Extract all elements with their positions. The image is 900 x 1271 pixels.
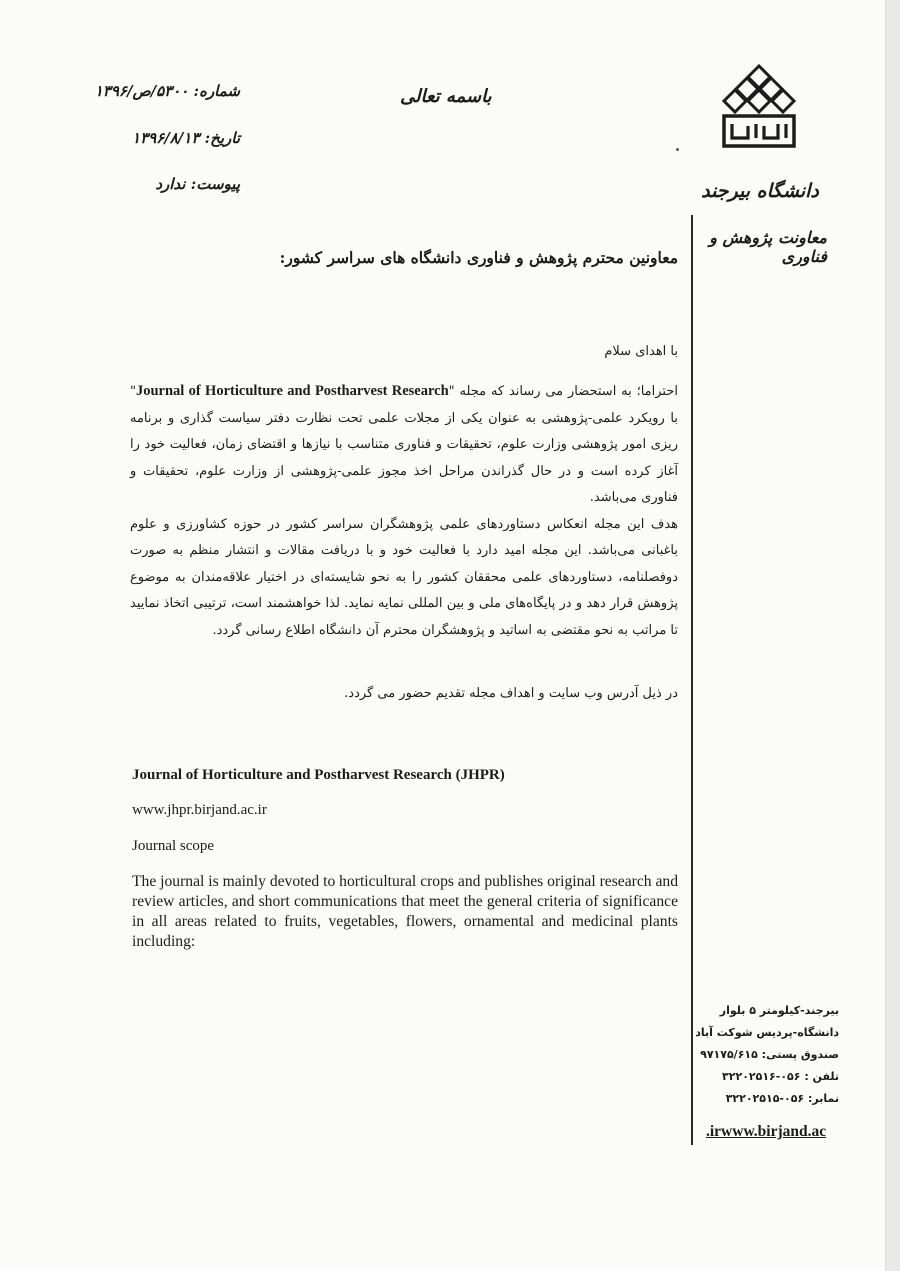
greeting: با اهدای سلام (604, 344, 678, 359)
scope-heading: Journal scope (132, 838, 215, 854)
address-line-2: دانشگاه-پردیس شوکت آباد (695, 1026, 839, 1039)
university-logo-icon (718, 62, 800, 152)
number-label: شماره: (193, 82, 240, 100)
journal-name: Journal of Horticulture and Postharvest Research (135, 383, 449, 399)
university-website[interactable]: .irwww.birjand.ac (706, 1123, 827, 1140)
date-label: تاریخ: (204, 129, 240, 147)
journal-url[interactable]: www.jhpr.birjand.ac.ir (132, 802, 267, 818)
recipient-line: معاونین محترم پژوهش و فناوری دانشگاه های سراسر کشور: (279, 248, 678, 267)
address-phone: تلفن : ۰۵۶-۳۲۲۰۲۵۱۶ (722, 1070, 839, 1083)
closing-line: در ذیل آدرس وب سایت و اهداف مجله تقدیم حضور می گردد. (344, 686, 678, 701)
footer-address (695, 1000, 839, 1110)
page-edge (885, 0, 900, 1271)
paragraph-2: هدف این مجله انعکاس دستاوردهای علمی پژوهشگران سراسر کشور در حوزه کشاورزی و علوم باغبانی می‌باشد. این مجله امید دارد با فعالیت خود و با دریافت مقالات و انتشار منظم به صورت دوفصلنامه، دستاوردهای علمی محققان کشور را به نحو شایسته‌ای در اختیار علاقه‌مندان به موضوع پژوهش قرار دهد و در پایگاه‌های ملی و بین المللی نمایه نماید. لذا خواهشمند است، ترتیبی اتخاذ نمایید تا مراتب به نحو مقتضی به اساتید و پژوهشگران محترم آن دانشگاه اطلاع رسانی گردد. (130, 516, 678, 638)
letter-body (130, 378, 678, 644)
number-value: ۵۳۰۰/ص/۱۳۹۶ (94, 82, 189, 100)
address-line-1: بیرجند-کیلومتر ۵ بلوار (719, 1004, 839, 1017)
date-value: ۱۳۹۶/۸/۱۳ (132, 129, 200, 147)
journal-title-en: Journal of Horticulture and Postharvest Research (JHPR) (132, 767, 505, 783)
attachment-label: پیوست: (190, 175, 240, 193)
basmala: باسمه تعالی (400, 86, 492, 107)
letter-date (120, 129, 240, 147)
scope-text: The journal is mainly devoted to horticultural crops and publishes original research and review articles, and short communications that meet the general criteria of significance in all areas related to fruits, vegetables, flowers, ornamental and medicinal plants including: (132, 873, 678, 950)
speck (676, 148, 679, 151)
letter-number (94, 82, 240, 100)
office-name: معاونت پژوهش و فناوری (709, 228, 827, 266)
university-name: دانشگاه بیرجند (701, 180, 819, 202)
vertical-divider (691, 215, 693, 1145)
letter-attachment (140, 175, 240, 193)
address-po-box: صندوق پستی: ۹۷۱۷۵/۶۱۵ (700, 1048, 839, 1061)
attachment-value: ندارد (155, 175, 186, 193)
address-fax: نمابر: ۰۵۶-۳۲۲۰۲۵۱۵ (725, 1092, 839, 1105)
paragraph-1: احتراما؛ به استحضار می رساند که مجله "Journal of Horticulture and Postharvest Research" با رویکرد علمی-پژوهشی به عنوان یکی از مجلات علمی تحت نظارت دفتر سیاست گذاری و برنامه ریزی امور پژوهشی وزارت علوم، تحقیقات و فناوری متناسب با نیازها و اقتضای زمان، فعالیت خود را آغاز کرده است و در حال گذراندن مراحل اخذ مجوز علمی-پژوهشی از وزارت علوم، تحقیقات و فناوری می‌باشد. (130, 383, 678, 505)
